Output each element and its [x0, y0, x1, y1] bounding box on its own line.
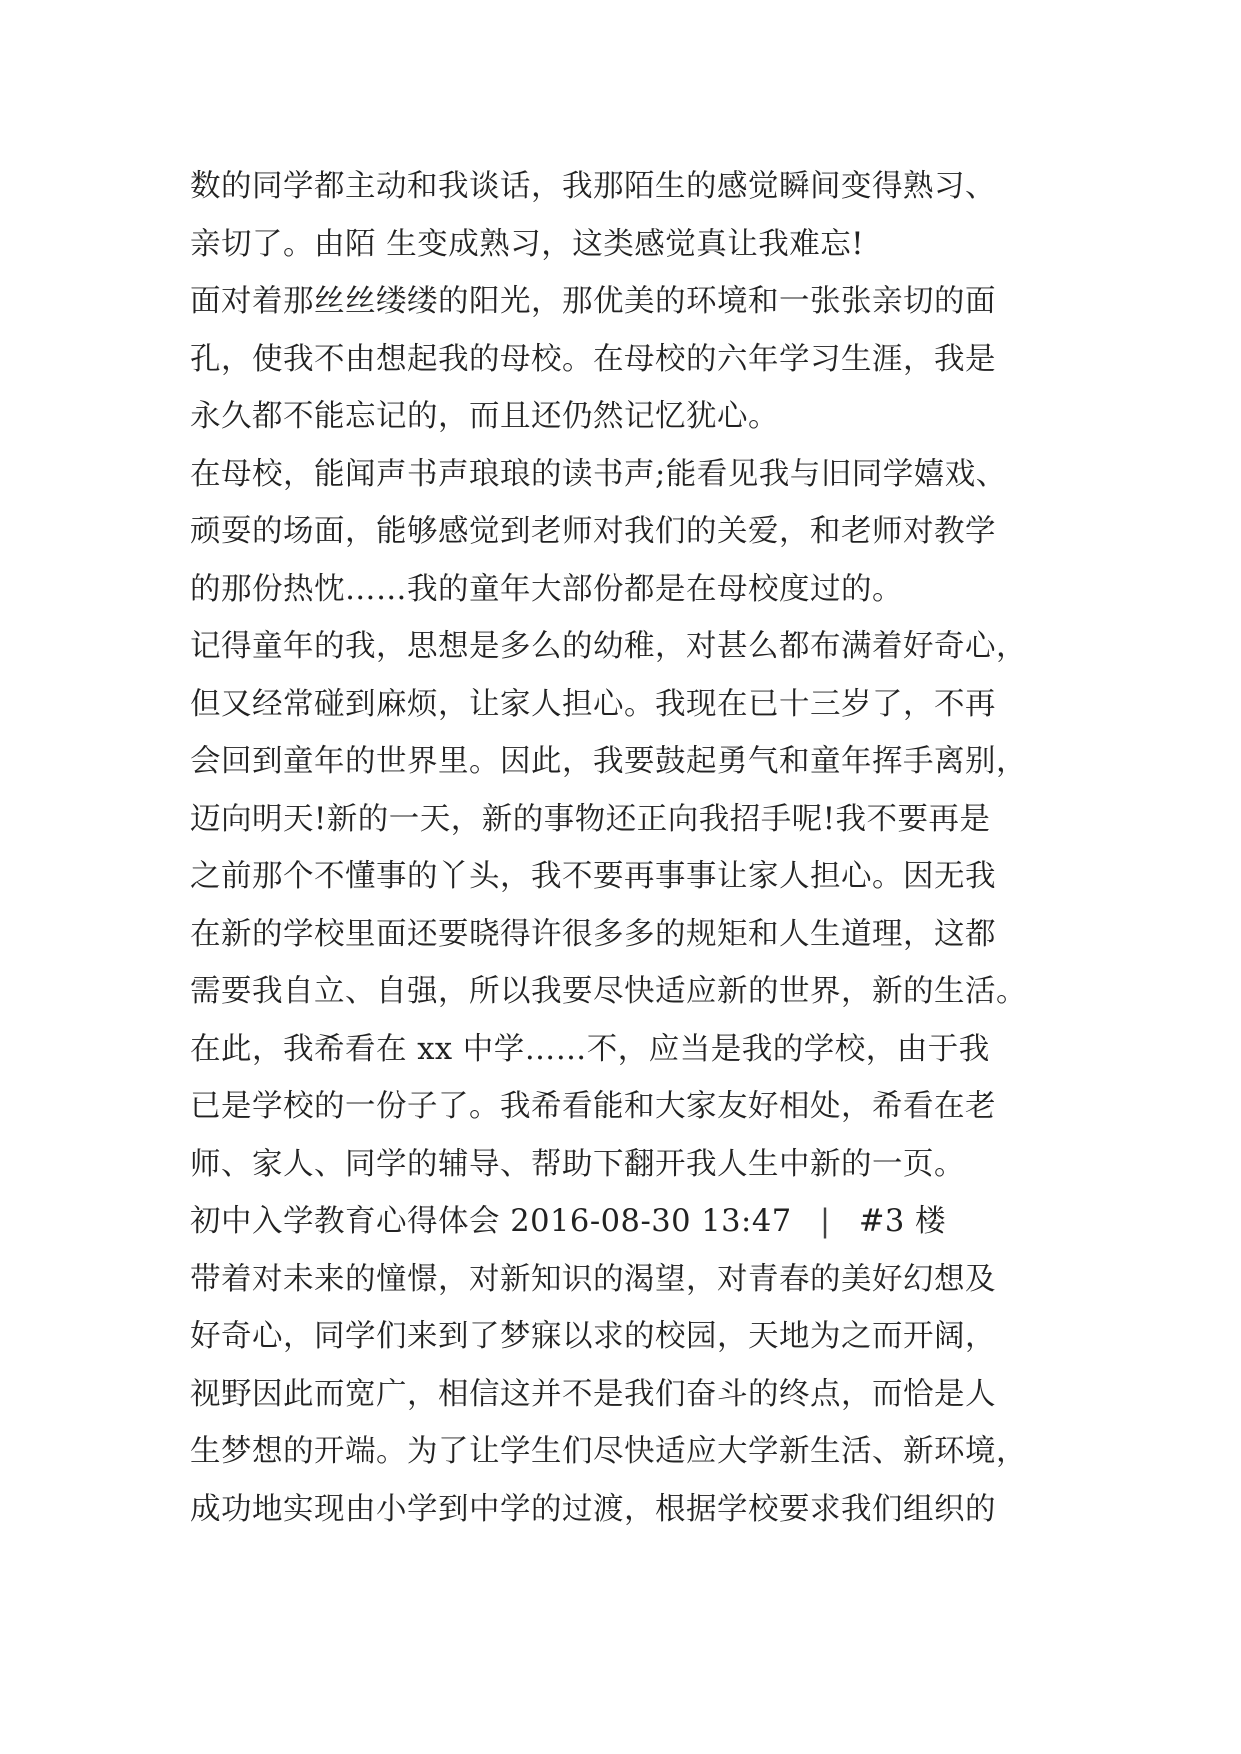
text-line: 但又经常碰到麻烦，让家人担心。我现在已十三岁了，不再 [190, 686, 996, 722]
text-line: 师、家人、同学的辅导、帮助下翻开我人生中新的一页。 [190, 1146, 965, 1182]
text-line: 的那份热忱……我的童年大部份都是在母校度过的。 [190, 571, 903, 607]
text-line: 好奇心，同学们来到了梦寐以求的校园，天地为之而开阔， [190, 1319, 996, 1354]
text-line: 在母校，能闻声书声琅琅的读书声;能看见我与旧同学嬉戏、 [190, 456, 1007, 492]
text-line: 记得童年的我，思想是多么的幼稚，对甚么都布满着好奇心， [190, 629, 1027, 664]
text-line: 在新的学校里面还要晓得许很多多的规矩和人生道理，这都 [190, 916, 996, 952]
text-line: 已是学校的一份子了。我希看能和大家友好相处，希看在老 [190, 1089, 996, 1124]
post-floor: #3 楼 [858, 1204, 946, 1239]
text-line: 数的同学都主动和我谈话，我那陌生的感觉瞬间变得熟习、 [190, 169, 996, 204]
text-line: 面对着那丝丝缕缕的阳光，那优美的环境和一张张亲切的面 [190, 284, 996, 319]
text-line: 需要我自立、自强，所以我要尽快适应新的世界，新的生活。 [190, 974, 1027, 1009]
text-line: 迈向明天!新的一天，新的事物还正向我招手呢!我不要再是 [190, 801, 991, 837]
text-line: 永久都不能忘记的，而且还仍然记忆犹心。 [190, 399, 779, 434]
text-line: 会回到童年的世界里。因此，我要鼓起勇气和童年挥手离别， [190, 744, 1027, 779]
text-line: 成功地实现由小学到中学的过渡，根据学校要求我们组织的 [190, 1491, 996, 1527]
post-separator: | [819, 1204, 831, 1239]
text-line: 视野因此而宽广，相信这并不是我们奋斗的终点，而恰是人 [190, 1376, 996, 1412]
text-line: 生梦想的开端。为了让学生们尽快适应大学新生活、新环境， [190, 1434, 1027, 1469]
text-line: 在此，我希看在 xx 中学……不，应当是我的学校，由于我 [190, 1031, 990, 1067]
text-line: 带着对未来的憧憬，对新知识的渴望，对青春的美好幻想及 [190, 1261, 996, 1297]
text-line: 亲切了。由陌 生变成熟习，这类感觉真让我难忘! [190, 226, 864, 262]
text-line: 顽耍的场面，能够感觉到老师对我们的关爱，和老师对教学 [190, 514, 996, 549]
document-body [190, 158, 1070, 1538]
post-datetime: 2016-08-30 13:47 [510, 1204, 792, 1239]
text-line: 之前那个不懂事的丫头，我不要再事事让家人担心。因无我 [190, 859, 996, 894]
post-title: 初中入学教育心得体会 [190, 1204, 500, 1239]
text-line: 孔，使我不由想起我的母校。在母校的六年学习生涯，我是 [190, 341, 996, 377]
post-header [190, 1193, 1070, 1251]
